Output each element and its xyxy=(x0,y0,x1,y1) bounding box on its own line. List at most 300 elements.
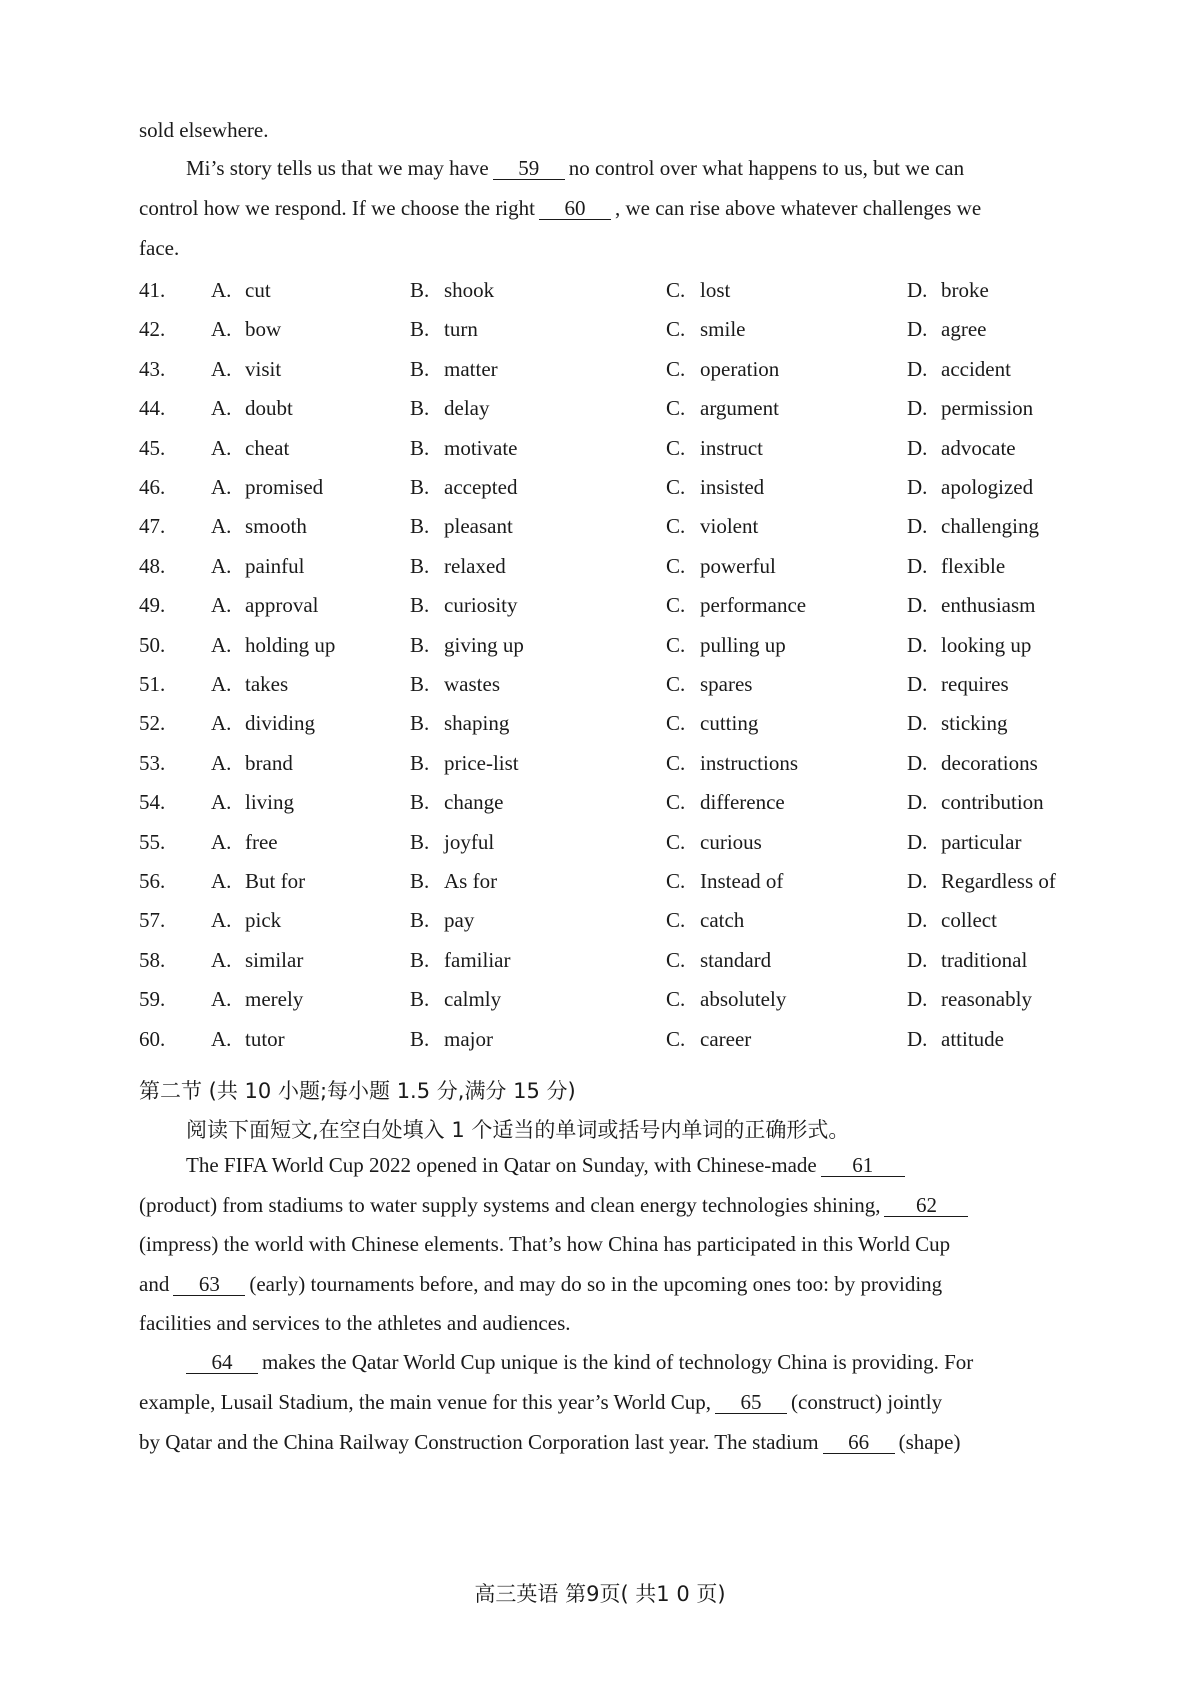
option-b xyxy=(410,475,517,500)
question-row xyxy=(139,554,1079,584)
option-letter: C. xyxy=(666,514,686,539)
option-a xyxy=(139,948,303,973)
question-row xyxy=(139,751,1079,781)
option-a xyxy=(139,751,293,776)
option-text: matter xyxy=(444,356,498,381)
option-text: similar xyxy=(245,947,304,972)
question-number: 48. xyxy=(139,553,166,578)
option-text: curious xyxy=(700,829,762,854)
option-letter: A. xyxy=(211,514,232,539)
option-letter: B. xyxy=(410,435,430,460)
question-row xyxy=(139,514,1079,544)
option-letter: C. xyxy=(666,1026,686,1051)
section-title: 第二节 (共 10 小题;每小题 1.5 分,满分 15 分) xyxy=(139,1079,576,1103)
option-text: giving up xyxy=(444,632,524,657)
option-d xyxy=(907,278,989,303)
passage-text-line: (product) from stadiums to water supply systems and clean energy technologies shining, 62 xyxy=(139,1193,972,1218)
question-row xyxy=(139,948,1079,978)
option-letter: C. xyxy=(666,790,686,815)
question-number: 50. xyxy=(139,632,166,657)
option-c xyxy=(666,908,744,933)
option-a xyxy=(139,278,271,303)
option-text: pulling up xyxy=(700,632,786,657)
option-letter: B. xyxy=(410,317,430,342)
blank-59: 59 xyxy=(493,157,565,180)
option-letter: C. xyxy=(666,593,686,618)
option-text: requires xyxy=(941,672,1009,696)
question-number: 41. xyxy=(139,278,166,302)
question-number: 46. xyxy=(139,475,166,499)
question-number: 60. xyxy=(139,1026,166,1051)
option-letter: A. xyxy=(211,829,232,854)
option-text: merely xyxy=(245,987,304,1012)
option-text: pick xyxy=(245,908,282,933)
question-number: 47. xyxy=(139,514,166,539)
question-number: 56. xyxy=(139,869,166,893)
option-c xyxy=(666,475,764,500)
option-letter: D. xyxy=(907,987,928,1012)
passage-text-line: The FIFA World Cup 2022 opened in Qatar on Sunday, with Chinese-made 61 xyxy=(186,1153,909,1178)
option-c xyxy=(666,396,779,421)
option-c xyxy=(666,633,786,658)
passage-text-line: and 63 (early) tournaments before, and may do so in the upcoming ones too: by providing xyxy=(139,1272,943,1296)
option-text: standard xyxy=(700,947,772,972)
option-letter: D. xyxy=(907,356,928,381)
blank-65: 65 xyxy=(715,1391,787,1414)
option-letter: B. xyxy=(410,396,430,421)
option-b xyxy=(410,436,517,461)
option-c xyxy=(666,593,806,618)
option-letter: A. xyxy=(211,1026,232,1051)
option-d xyxy=(907,987,1032,1012)
question-number: 44. xyxy=(139,396,166,421)
option-a xyxy=(139,554,304,579)
option-letter: B. xyxy=(410,947,430,972)
option-a xyxy=(139,830,278,855)
option-c xyxy=(666,278,730,303)
option-letter: A. xyxy=(211,750,232,775)
option-letter: B. xyxy=(410,1026,430,1051)
question-row xyxy=(139,711,1079,741)
option-letter: B. xyxy=(410,514,430,539)
option-b xyxy=(410,672,500,697)
option-c xyxy=(666,554,776,579)
option-letter: C. xyxy=(666,987,686,1012)
question-number: 52. xyxy=(139,711,166,736)
option-letter: B. xyxy=(410,278,430,302)
option-letter: A. xyxy=(211,553,232,578)
option-a xyxy=(139,987,303,1012)
option-letter: D. xyxy=(907,514,928,539)
option-letter: C. xyxy=(666,278,686,302)
option-letter: C. xyxy=(666,553,686,578)
option-text: broke xyxy=(941,278,989,302)
option-d xyxy=(907,830,1021,855)
option-a xyxy=(139,396,293,421)
option-text: major xyxy=(444,1026,493,1051)
option-text: holding up xyxy=(245,632,336,657)
option-text: As for xyxy=(444,869,498,893)
question-number: 53. xyxy=(139,750,166,775)
option-b xyxy=(410,869,497,894)
option-text: instruct xyxy=(700,435,763,460)
option-b xyxy=(410,751,519,776)
option-b xyxy=(410,593,518,618)
option-d xyxy=(907,751,1038,776)
option-letter: A. xyxy=(211,396,232,421)
option-text: challenging xyxy=(941,514,1039,539)
option-letter: A. xyxy=(211,987,232,1012)
option-letter: C. xyxy=(666,672,686,696)
option-letter: A. xyxy=(211,790,232,815)
option-letter: B. xyxy=(410,908,430,933)
option-text: enthusiasm xyxy=(941,593,1036,618)
option-letter: C. xyxy=(666,908,686,933)
option-text: looking up xyxy=(941,632,1032,657)
option-text: wastes xyxy=(444,672,500,696)
option-letter: D. xyxy=(907,711,928,736)
section-instruction: 阅读下面短文,在空白处填入 1 个适当的单词或括号内单词的正确形式。 xyxy=(186,1118,850,1142)
option-text: collect xyxy=(941,908,997,933)
option-text: contribution xyxy=(941,790,1044,815)
option-a xyxy=(139,357,281,382)
option-d xyxy=(907,869,1056,894)
option-text: apologized xyxy=(941,475,1034,499)
option-text: motivate xyxy=(444,435,518,460)
option-d xyxy=(907,1027,1004,1052)
option-text: instructions xyxy=(700,750,798,775)
option-text: sticking xyxy=(941,711,1008,736)
option-a xyxy=(139,475,323,500)
option-d xyxy=(907,711,1008,736)
option-letter: A. xyxy=(211,356,232,381)
option-letter: C. xyxy=(666,317,686,342)
option-text: tutor xyxy=(245,1026,285,1051)
option-letter: C. xyxy=(666,711,686,736)
question-number: 58. xyxy=(139,947,166,972)
option-a xyxy=(139,317,281,342)
option-letter: D. xyxy=(907,317,928,342)
option-letter: A. xyxy=(211,593,232,618)
passage-text-line: control how we respond. If we choose the right 60 , we can rise above whatever challenges we xyxy=(139,196,982,220)
option-letter: C. xyxy=(666,396,686,421)
option-c xyxy=(666,317,746,342)
option-letter: A. xyxy=(211,869,232,893)
option-c xyxy=(666,436,763,461)
option-letter: A. xyxy=(211,908,232,933)
question-row xyxy=(139,830,1079,860)
question-row xyxy=(139,475,1079,505)
option-text: relaxed xyxy=(444,553,506,578)
option-letter: A. xyxy=(211,632,232,657)
option-text: violent xyxy=(700,514,759,539)
question-number: 43. xyxy=(139,356,166,381)
option-text: Instead of xyxy=(700,869,784,893)
option-b xyxy=(410,711,509,736)
option-a xyxy=(139,908,281,933)
option-text: smile xyxy=(700,317,746,342)
option-text: calmly xyxy=(444,987,502,1012)
option-letter: D. xyxy=(907,396,928,421)
option-letter: D. xyxy=(907,278,928,302)
page-footer: 高三英语 第9页( 共1 0 页) xyxy=(474,1582,726,1606)
blank-63: 63 xyxy=(173,1273,245,1296)
question-row xyxy=(139,278,1079,308)
option-letter: B. xyxy=(410,987,430,1012)
question-row xyxy=(139,1027,1079,1057)
option-text: approval xyxy=(245,593,319,618)
option-letter: A. xyxy=(211,278,232,302)
option-letter: A. xyxy=(211,947,232,972)
option-b xyxy=(410,554,506,579)
option-b xyxy=(410,908,474,933)
option-letter: A. xyxy=(211,435,232,460)
blank-62: 62 xyxy=(884,1194,968,1217)
question-row xyxy=(139,908,1079,938)
option-text: reasonably xyxy=(941,987,1032,1012)
option-letter: B. xyxy=(410,869,430,893)
option-letter: C. xyxy=(666,356,686,381)
option-text: advocate xyxy=(941,435,1016,460)
option-b xyxy=(410,1027,493,1052)
option-text: brand xyxy=(245,750,293,775)
option-text: absolutely xyxy=(700,987,787,1012)
option-text: accepted xyxy=(444,475,518,499)
option-text: takes xyxy=(245,672,289,696)
option-c xyxy=(666,751,798,776)
passage-text-line: face. xyxy=(139,236,180,260)
option-c xyxy=(666,672,752,697)
option-text: doubt xyxy=(245,396,293,421)
option-letter: C. xyxy=(666,475,686,499)
option-text: curiosity xyxy=(444,593,518,618)
option-text: Regardless of xyxy=(941,869,1056,893)
option-a xyxy=(139,790,294,815)
passage-text-line: 64 makes the Qatar World Cup unique is the kind of technology China is providing. For xyxy=(186,1350,973,1375)
question-number: 55. xyxy=(139,829,166,854)
question-number: 57. xyxy=(139,908,166,933)
option-c xyxy=(666,357,779,382)
blank-64: 64 xyxy=(186,1351,258,1374)
question-number: 51. xyxy=(139,672,166,696)
option-b xyxy=(410,790,503,815)
passage-text-line: by Qatar and the China Railway Construction Corporation last year. The stadium 66 (shape) xyxy=(139,1430,961,1454)
option-a xyxy=(139,869,305,894)
option-text: change xyxy=(444,790,504,815)
option-text: decorations xyxy=(941,750,1038,775)
option-letter: B. xyxy=(410,790,430,815)
option-b xyxy=(410,278,494,303)
option-b xyxy=(410,830,494,855)
option-letter: D. xyxy=(907,790,928,815)
option-b xyxy=(410,514,513,539)
option-text: familiar xyxy=(444,947,511,972)
option-letter: C. xyxy=(666,869,686,893)
question-number: 42. xyxy=(139,317,166,342)
option-text: catch xyxy=(700,908,745,933)
option-letter: A. xyxy=(211,672,232,696)
option-text: spares xyxy=(700,672,753,696)
option-text: shaping xyxy=(444,711,510,736)
option-text: attitude xyxy=(941,1026,1004,1051)
option-b xyxy=(410,317,478,342)
option-text: cut xyxy=(245,278,271,302)
option-letter: B. xyxy=(410,750,430,775)
option-a xyxy=(139,514,307,539)
option-text: career xyxy=(700,1026,752,1051)
option-a xyxy=(139,1027,285,1052)
option-letter: A. xyxy=(211,317,232,342)
option-text: pleasant xyxy=(444,514,513,539)
option-a xyxy=(139,633,335,658)
option-letter: C. xyxy=(666,435,686,460)
option-letter: D. xyxy=(907,947,928,972)
option-d xyxy=(907,357,1011,382)
option-letter: D. xyxy=(907,553,928,578)
option-c xyxy=(666,1027,751,1052)
option-letter: B. xyxy=(410,593,430,618)
blank-66: 66 xyxy=(823,1431,895,1454)
option-text: smooth xyxy=(245,514,307,539)
option-d xyxy=(907,436,1016,461)
option-text: cutting xyxy=(700,711,759,736)
option-c xyxy=(666,869,783,894)
option-a xyxy=(139,711,315,736)
option-text: But for xyxy=(245,869,306,893)
option-letter: B. xyxy=(410,632,430,657)
option-text: operation xyxy=(700,356,780,381)
option-text: pay xyxy=(444,908,475,933)
option-d xyxy=(907,475,1033,500)
option-text: permission xyxy=(941,396,1034,421)
option-d xyxy=(907,554,1005,579)
option-letter: B. xyxy=(410,829,430,854)
passage-text-line: facilities and services to the athletes and audiences. xyxy=(139,1311,571,1335)
option-text: insisted xyxy=(700,475,765,499)
option-letter: D. xyxy=(907,908,928,933)
question-number: 54. xyxy=(139,790,166,815)
question-row xyxy=(139,436,1079,466)
option-letter: D. xyxy=(907,593,928,618)
question-row xyxy=(139,869,1079,899)
option-d xyxy=(907,672,1009,697)
question-row xyxy=(139,593,1079,623)
option-d xyxy=(907,514,1039,539)
option-letter: C. xyxy=(666,632,686,657)
option-letter: B. xyxy=(410,672,430,696)
option-d xyxy=(907,790,1044,815)
option-text: turn xyxy=(444,317,478,342)
option-letter: A. xyxy=(211,711,232,736)
option-text: particular xyxy=(941,829,1022,854)
passage-text-line: (impress) the world with Chinese elements. That’s how China has participated in this World Cup xyxy=(139,1232,951,1256)
question-number: 49. xyxy=(139,593,166,618)
option-letter: D. xyxy=(907,672,928,696)
option-text: powerful xyxy=(700,553,776,578)
option-letter: A. xyxy=(211,475,232,499)
blank-60: 60 xyxy=(539,197,611,220)
option-c xyxy=(666,790,785,815)
question-row xyxy=(139,672,1079,702)
option-text: argument xyxy=(700,396,779,421)
option-text: living xyxy=(245,790,295,815)
option-text: shook xyxy=(444,278,495,302)
option-c xyxy=(666,711,758,736)
option-d xyxy=(907,633,1031,658)
option-letter: C. xyxy=(666,750,686,775)
option-text: flexible xyxy=(941,553,1006,578)
option-b xyxy=(410,987,501,1012)
question-row xyxy=(139,317,1079,347)
option-d xyxy=(907,908,997,933)
option-text: bow xyxy=(245,317,282,342)
option-text: traditional xyxy=(941,947,1028,972)
option-text: delay xyxy=(444,396,490,421)
passage-text-line: example, Lusail Stadium, the main venue for this year’s World Cup, 65 (construct) jointly xyxy=(139,1390,943,1414)
option-c xyxy=(666,830,762,855)
question-number: 59. xyxy=(139,987,166,1012)
option-letter: D. xyxy=(907,475,928,499)
option-c xyxy=(666,948,771,973)
option-text: accident xyxy=(941,356,1011,381)
option-a xyxy=(139,672,288,697)
option-text: difference xyxy=(700,790,785,815)
option-letter: B. xyxy=(410,553,430,578)
option-text: joyful xyxy=(444,829,495,854)
option-text: price-list xyxy=(444,750,519,775)
option-letter: D. xyxy=(907,435,928,460)
passage-text-line: sold elsewhere. xyxy=(139,118,269,142)
option-b xyxy=(410,948,510,973)
option-d xyxy=(907,317,986,342)
option-a xyxy=(139,593,318,618)
option-text: agree xyxy=(941,317,987,342)
option-letter: D. xyxy=(907,1026,928,1051)
option-d xyxy=(907,593,1036,618)
option-b xyxy=(410,357,498,382)
question-row xyxy=(139,790,1079,820)
option-c xyxy=(666,987,786,1012)
option-text: dividing xyxy=(245,711,316,736)
option-a xyxy=(139,436,289,461)
option-text: performance xyxy=(700,593,807,618)
option-letter: D. xyxy=(907,632,928,657)
option-letter: D. xyxy=(907,750,928,775)
option-text: promised xyxy=(245,475,324,499)
question-number: 45. xyxy=(139,435,166,460)
option-b xyxy=(410,396,489,421)
option-text: free xyxy=(245,829,278,854)
option-letter: D. xyxy=(907,829,928,854)
option-letter: C. xyxy=(666,829,686,854)
option-letter: D. xyxy=(907,869,928,893)
option-letter: C. xyxy=(666,947,686,972)
option-b xyxy=(410,633,524,658)
option-d xyxy=(907,396,1033,421)
option-letter: B. xyxy=(410,356,430,381)
option-c xyxy=(666,514,758,539)
option-text: visit xyxy=(245,356,282,381)
option-letter: B. xyxy=(410,711,430,736)
question-row xyxy=(139,987,1079,1017)
question-row xyxy=(139,396,1079,426)
blank-61: 61 xyxy=(821,1154,905,1177)
option-text: painful xyxy=(245,553,305,578)
question-row xyxy=(139,633,1079,663)
passage-text-line: Mi’s story tells us that we may have 59 no control over what happens to us, but we can xyxy=(186,156,965,180)
option-text: lost xyxy=(700,278,731,302)
option-text: cheat xyxy=(245,435,290,460)
